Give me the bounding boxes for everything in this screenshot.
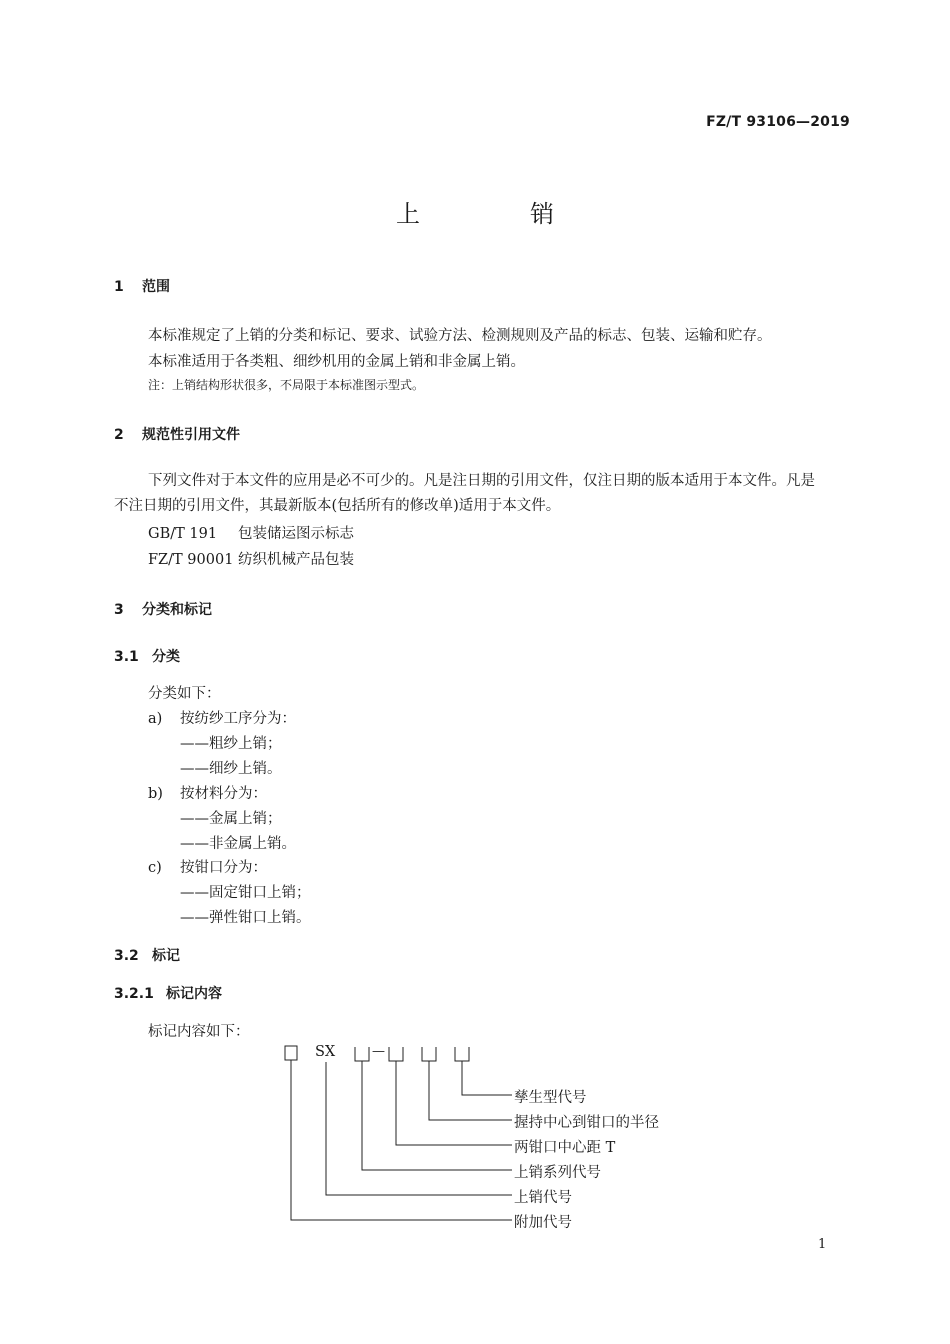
placeholder-bracket-series <box>355 1047 369 1061</box>
leader-line-series <box>362 1061 512 1170</box>
list-item-a: a) 按纺纱工序分为： <box>148 711 296 727</box>
marking-sx-code: SX <box>315 1044 336 1060</box>
leader-line-additional <box>291 1060 512 1220</box>
section-3-2-heading: 3.2 标记 <box>114 948 180 964</box>
page-number: 1 <box>818 1237 827 1252</box>
diagram-label-series: 上销系列代号 <box>514 1165 601 1181</box>
leader-line-code <box>326 1062 512 1195</box>
marking-intro: 标记内容如下： <box>148 1024 250 1040</box>
section-3-2-1-heading: 3.2.1 标记内容 <box>114 986 222 1002</box>
diagram-label-additional: 附加代号 <box>514 1215 572 1231</box>
title-char-1: 上 <box>396 200 420 228</box>
section-1-heading: 1 范围 <box>114 279 170 295</box>
section-1-paragraph-1: 本标准规定了上销的分类和标记、要求、试验方法、检测规则及产品的标志、包装、运输和贮存。 <box>148 328 772 344</box>
placeholder-bracket-variant <box>455 1047 469 1061</box>
list-item-b: b) 按材料分为： <box>148 786 267 802</box>
reference-1-title: 包装储运图示标志 <box>238 526 354 542</box>
reference-2-title: 纺织机械产品包装 <box>238 552 354 568</box>
marking-dash: — <box>372 1044 385 1059</box>
list-sub-item: ——非金属上销。 <box>180 836 296 852</box>
section-2-paragraph: 下列文件对于本文件的应用是必不可少的。凡是注日期的引用文件，仅注日期的版本适用于本文件。凡是不注日期的引用文件，其最新版本(包括所有的修改单)适用于本文件。 <box>114 473 815 514</box>
classification-intro: 分类如下： <box>148 686 221 702</box>
section-1-paragraph-2: 本标准适用于各类粗、细纱机用的金属上销和非金属上销。 <box>148 354 525 370</box>
diagram-label-code: 上销代号 <box>514 1190 572 1206</box>
leader-line-radius <box>429 1061 512 1120</box>
diagram-label-radius: 握持中心到钳口的半径 <box>514 1115 659 1131</box>
section-1-note: 注：上销结构形状很多，不局限于本标准图示型式。 <box>148 378 425 392</box>
section-3-1-heading: 3.1 分类 <box>114 649 180 665</box>
document-id: FZ/T 93106—2019 <box>706 114 850 130</box>
placeholder-bracket-center-distance <box>389 1047 403 1061</box>
list-sub-item: ——弹性钳口上销。 <box>180 910 311 926</box>
leader-line-variant <box>462 1061 512 1095</box>
list-sub-item: ——粗纱上销； <box>180 736 282 752</box>
leader-line-center-distance <box>396 1061 512 1145</box>
title-char-2: 销 <box>530 200 554 228</box>
diagram-label-center-distance: 两钳口中心距 T <box>514 1140 616 1156</box>
reference-1-code: GB/T 191 <box>148 526 218 542</box>
list-sub-item: ——金属上销； <box>180 811 282 827</box>
list-sub-item: ——细纱上销。 <box>180 761 282 777</box>
diagram-label-variant: 孳生型代号 <box>514 1090 587 1106</box>
reference-2-code: FZ/T 90001 <box>148 552 234 568</box>
placeholder-box-additional <box>285 1046 297 1060</box>
section-2-heading: 2 规范性引用文件 <box>114 427 240 443</box>
list-sub-item: ——固定钳口上销； <box>180 885 311 901</box>
list-item-c: c) 按钳口分为： <box>148 860 267 876</box>
placeholder-bracket-radius <box>422 1047 436 1061</box>
section-3-heading: 3 分类和标记 <box>114 602 212 618</box>
